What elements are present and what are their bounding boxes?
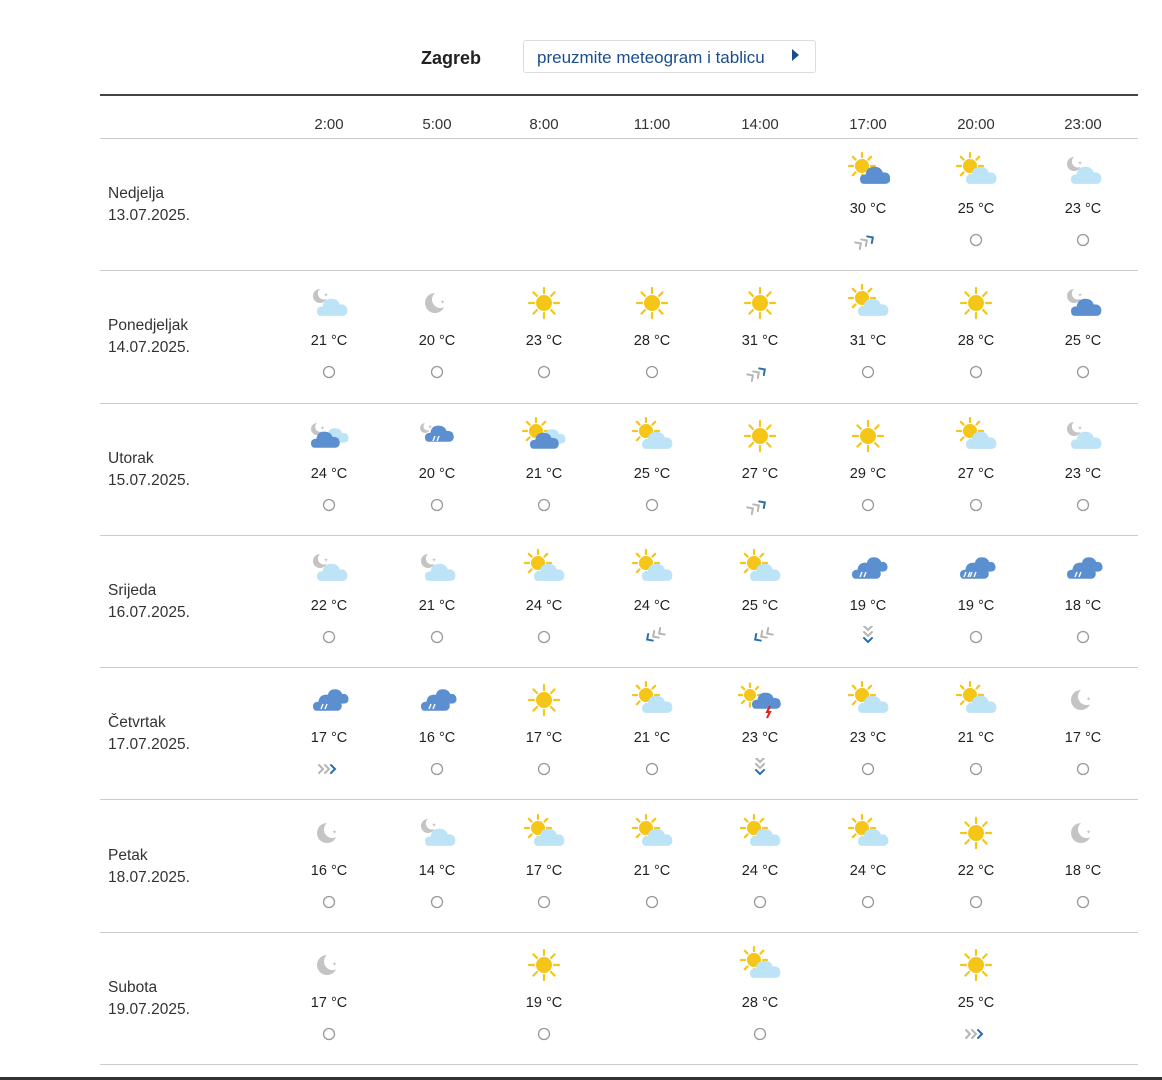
forecast-cell[interactable] [926,680,1026,800]
wind-calm-icon [638,891,666,913]
hour-header-row [0,116,1162,138]
forecast-cell[interactable] [494,680,594,800]
moon-cloud-light-icon [307,548,351,588]
download-meteogram-button[interactable] [523,40,816,73]
sun-icon [522,680,566,720]
forecast-cell[interactable] [387,283,487,403]
temperature: 31 °C [849,333,887,350]
temperature: 19 °C [849,597,887,614]
wind-calm-icon [962,361,990,383]
day-date: 16.07.2025. [108,604,190,622]
forecast-cell[interactable] [1033,283,1133,403]
forecast-cell[interactable] [602,548,702,668]
forecast-cell[interactable] [710,283,810,403]
moon-icon [1061,680,1105,720]
temperature: 21 °C [310,333,348,350]
day-row [0,271,1162,403]
day-name: Ponedjeljak [108,317,189,335]
forecast-cell[interactable] [818,283,918,403]
sun-icon [630,283,674,323]
hour-label: 8:00 [529,116,559,133]
temperature: 23 °C [1064,201,1102,217]
svg-text:✦: ✦ [427,423,433,431]
forecast-cell[interactable] [387,813,487,933]
sun-cloud-icon [846,151,890,191]
wind-calm-icon [423,758,451,780]
temperature: 27 °C [957,465,995,482]
moon-icon [415,283,459,323]
sun-icon [954,283,998,323]
svg-text:✦: ✦ [1077,160,1083,167]
forecast-cell[interactable] [926,813,1026,933]
forecast-cell[interactable] [710,416,810,536]
temperature: 23 °C [525,333,563,350]
wind-calm-icon [962,229,990,251]
svg-text:✦: ✦ [1086,696,1092,704]
forecast-cell[interactable] [387,680,487,800]
hour-label: 5:00 [422,116,452,133]
forecast-cell[interactable] [602,416,702,536]
sun-cloud-light-icon [630,813,674,853]
forecast-cell[interactable] [926,283,1026,403]
wind-calm-icon [530,626,558,648]
wind-calm-icon [315,626,343,648]
day-row [0,801,1162,933]
rain-clouds-icon [415,680,459,720]
download-meteogram-label: preuzmite meteogram i tablicu [537,48,765,67]
svg-text:✦: ✦ [332,828,338,836]
forecast-cell[interactable] [926,548,1026,668]
temperature: 25 °C [1064,333,1102,350]
wind-direction-icon [746,626,774,648]
moon-icon [307,813,351,853]
day-name: Utorak [108,449,154,467]
day-label [108,580,190,624]
day-date: 18.07.2025. [108,868,190,886]
moon-cloud-rain-icon [415,416,459,456]
day-date: 15.07.2025. [108,471,190,489]
wind-calm-icon [638,758,666,780]
wind-calm-icon [1069,626,1097,648]
hour-label: 17:00 [849,116,887,133]
forecast-cell[interactable] [1033,548,1133,668]
moon-cloud-light-icon [1061,416,1105,456]
day-date: 17.07.2025. [108,736,190,754]
forecast-cell[interactable] [818,813,918,933]
sun-icon [738,283,782,323]
temperature: 25 °C [957,994,995,1011]
temperature: 21 °C [525,465,563,482]
wind-direction-icon [962,1023,990,1045]
sun-thunderstorm-icon [738,680,782,720]
hour-label: 20:00 [957,116,995,133]
hour-label: 23:00 [1064,116,1102,133]
wind-calm-icon [746,1023,774,1045]
hour-label: 11:00 [633,116,671,133]
wind-calm-icon [962,758,990,780]
temperature: 20 °C [418,465,456,482]
forecast-cell[interactable] [494,416,594,536]
day-label [108,183,190,227]
forecast-cell[interactable] [818,548,918,668]
svg-text:✦: ✦ [320,424,326,432]
temperature: 28 °C [741,994,779,1011]
wind-calm-icon [530,758,558,780]
day-label [108,977,190,1021]
wind-direction-icon [746,758,774,780]
day-name: Srijeda [108,582,157,600]
temperature: 17 °C [525,862,563,879]
temperature: 16 °C [418,730,456,747]
temperature: 29 °C [849,465,887,482]
day-date: 13.07.2025. [108,207,190,225]
wind-calm-icon [530,891,558,913]
temperature: 19 °C [525,994,563,1011]
wind-calm-icon [423,361,451,383]
sun-cloud-light-icon [954,680,998,720]
forecast-cell[interactable] [1033,151,1133,271]
wind-calm-icon [962,891,990,913]
temperature: 18 °C [1064,597,1102,614]
hour-label: 2:00 [314,116,344,133]
day-row [0,933,1162,1065]
temperature: 22 °C [310,597,348,614]
forecast-cell[interactable] [602,680,702,800]
svg-text:✦: ✦ [1077,292,1083,300]
temperature: 21 °C [633,862,671,879]
temperature: 18 °C [1064,862,1102,879]
wind-calm-icon [854,758,882,780]
wind-calm-icon [530,361,558,383]
wind-calm-icon [854,494,882,516]
svg-text:✦: ✦ [440,299,446,307]
temperature: 20 °C [418,333,456,350]
temperature: 17 °C [310,994,348,1011]
forecast-cell[interactable] [710,680,810,800]
sun-cloud-light-icon [630,680,674,720]
day-name: Četvrtak [108,714,166,732]
forecast-cell[interactable] [818,151,918,271]
sun-cloud-light-icon [522,813,566,853]
moon-cloud-light-icon [307,283,351,323]
temperature: 25 °C [957,201,995,217]
sun-clouds-icon [522,416,566,456]
sun-icon [846,416,890,456]
sun-cloud-light-icon [738,945,782,985]
svg-text:✦: ✦ [431,556,437,564]
forecast-cell[interactable] [602,813,702,933]
svg-text:✦: ✦ [1077,424,1083,432]
temperature: 14 °C [418,862,456,879]
temperature: 17 °C [525,730,563,747]
day-row [0,536,1162,668]
day-name: Subota [108,978,158,996]
temperature: 23 °C [741,730,779,747]
svg-text:✦: ✦ [1086,828,1092,836]
sun-icon [738,416,782,456]
forecast-cell[interactable] [710,813,810,933]
forecast-cell[interactable] [710,945,810,1065]
temperature: 21 °C [418,597,456,614]
forecast-cell[interactable] [818,416,918,536]
temperature: 21 °C [633,730,671,747]
wind-calm-icon [423,494,451,516]
svg-text:✦: ✦ [323,556,329,564]
temperature: 30 °C [849,201,887,217]
svg-text:✦: ✦ [431,821,437,829]
sun-cloud-light-icon [738,813,782,853]
moon-cloud-light-icon [415,548,459,588]
moon-cloud-icon [1061,283,1105,323]
moon-clouds-icon [307,416,351,456]
forecast-cell[interactable] [1033,416,1133,536]
forecast-cell[interactable] [1033,680,1133,800]
wind-calm-icon [638,361,666,383]
forecast-cell[interactable] [494,945,594,1065]
day-name: Petak [108,846,148,864]
rain-clouds-icon [846,548,890,588]
wind-direction-icon [854,229,882,251]
temperature: 24 °C [741,862,779,879]
temperature: 21 °C [957,730,995,747]
sun-icon [522,945,566,985]
caret-right-icon [792,49,799,61]
forecast-cell[interactable] [387,548,487,668]
sun-icon [954,813,998,853]
sun-cloud-light-icon [846,283,890,323]
moon-icon [1061,813,1105,853]
sun-cloud-light-icon [738,548,782,588]
sun-cloud-light-icon [846,813,890,853]
day-label [108,315,190,359]
wind-calm-icon [423,626,451,648]
temperature: 16 °C [310,862,348,879]
wind-direction-icon [854,626,882,648]
temperature: 24 °C [849,862,887,879]
forecast-cell[interactable] [602,283,702,403]
wind-calm-icon [530,1023,558,1045]
temperature: 25 °C [741,597,779,614]
temperature: 17 °C [1064,730,1102,747]
wind-calm-icon [315,891,343,913]
temperature: 17 °C [310,730,348,747]
forecast-cell[interactable] [387,416,487,536]
forecast-cell[interactable] [279,680,379,800]
wind-calm-icon [746,891,774,913]
temperature: 24 °C [633,597,671,614]
temperature: 24 °C [310,465,348,482]
hour-label: 14:00 [741,116,779,133]
table-top-divider [100,94,1138,96]
temperature: 19 °C [957,597,995,614]
temperature: 23 °C [849,730,887,747]
wind-calm-icon [962,494,990,516]
forecast-cell[interactable] [279,813,379,933]
temperature: 24 °C [525,597,563,614]
forecast-cell[interactable] [279,283,379,403]
wind-calm-icon [854,891,882,913]
sun-cloud-light-icon [630,416,674,456]
day-row [0,139,1162,271]
day-date: 19.07.2025. [108,1000,190,1018]
wind-calm-icon [315,1023,343,1045]
day-date: 14.07.2025. [108,339,190,357]
forecast-cell[interactable] [494,283,594,403]
forecast-cell[interactable] [494,548,594,668]
day-name: Nedjelja [108,185,165,203]
heavy-rain-clouds-icon [954,548,998,588]
wind-calm-icon [315,494,343,516]
forecast-cell[interactable] [494,813,594,933]
day-label [108,845,190,889]
city-name: Zagreb [421,48,482,68]
forecast-cell[interactable] [279,416,379,536]
temperature: 28 °C [633,333,671,350]
forecast-cell[interactable] [926,151,1026,271]
wind-calm-icon [962,626,990,648]
forecast-cell[interactable] [926,945,1026,1065]
sun-cloud-light-icon [630,548,674,588]
sun-icon [954,945,998,985]
day-row [0,404,1162,536]
wind-calm-icon [854,361,882,383]
forecast-cell[interactable] [279,945,379,1065]
sun-cloud-light-icon [846,680,890,720]
rain-clouds-icon [1061,548,1105,588]
temperature: 27 °C [741,465,779,482]
svg-text:✦: ✦ [332,960,338,968]
forecast-cell[interactable] [1033,813,1133,933]
wind-calm-icon [638,494,666,516]
day-row [0,668,1162,800]
wind-calm-icon [530,494,558,516]
sun-cloud-light-icon [522,548,566,588]
forecast-cell[interactable] [279,548,379,668]
day-label [108,448,190,492]
wind-calm-icon [1069,361,1097,383]
svg-text:✦: ✦ [323,292,329,300]
sun-cloud-light-icon [954,416,998,456]
temperature: 28 °C [957,333,995,350]
row-divider [100,1064,1138,1065]
wind-direction-icon [638,626,666,648]
forecast-cell[interactable] [818,680,918,800]
forecast-cell[interactable] [926,416,1026,536]
rain-clouds-icon [307,680,351,720]
wind-calm-icon [1069,758,1097,780]
temperature: 31 °C [741,333,779,350]
sun-icon [522,283,566,323]
wind-calm-icon [1069,229,1097,251]
wind-direction-icon [315,758,343,780]
moon-cloud-light-icon [1061,151,1105,191]
moon-icon [307,945,351,985]
temperature: 22 °C [957,862,995,879]
sun-cloud-light-icon [954,151,998,191]
wind-calm-icon [423,891,451,913]
temperature: 25 °C [633,465,671,482]
wind-direction-icon [746,361,774,383]
wind-calm-icon [1069,891,1097,913]
wind-calm-icon [1069,494,1097,516]
wind-direction-icon [746,494,774,516]
forecast-cell[interactable] [710,548,810,668]
day-label [108,712,190,756]
wind-calm-icon [315,361,343,383]
moon-cloud-light-icon [415,813,459,853]
temperature: 23 °C [1064,465,1102,482]
header [0,40,1162,76]
